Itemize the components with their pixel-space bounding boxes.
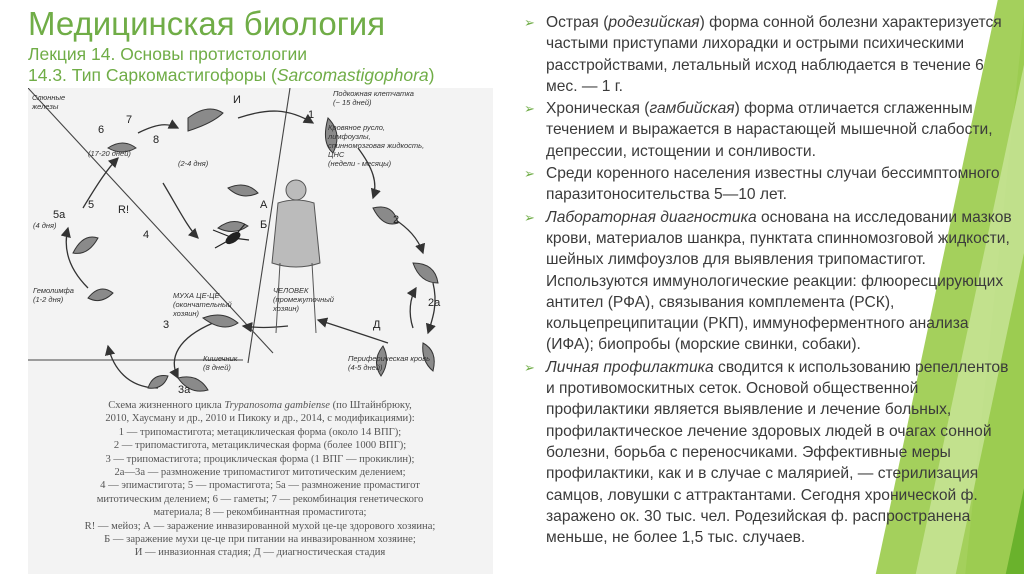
label-salivary: Слюнные железы <box>32 93 66 111</box>
marker-B: Б <box>260 219 268 231</box>
title-main: Медицинская биология <box>28 5 386 42</box>
label-gut: Кишечник (8 дней) <box>203 354 238 372</box>
bullet-arrow-icon: ➢ <box>524 166 535 182</box>
caption-line: материала; 8 — рекомбинантная промастигота; <box>153 507 367 519</box>
caption-line: 2а—3а — размножение трипомастигот митотическим делением; <box>114 467 406 479</box>
label-periph: Периферическая кровь (4-5 дней) <box>348 354 431 372</box>
stage-3: 3 <box>163 319 170 331</box>
bullet-list <box>522 12 1014 549</box>
stage-5: 5 <box>88 199 95 211</box>
divider-lines <box>28 88 290 363</box>
label-days-17-20: (17-20 дней) <box>88 149 131 158</box>
caption-line: Схема жизненного цикла Trypanosoma gambiense (по Штайнбрюку, <box>108 400 412 411</box>
label-human: ЧЕЛОВЕК (промежуточный хозяин) <box>273 286 334 313</box>
bullet-arrow-icon: ➢ <box>524 359 535 375</box>
label-fly: МУХА ЦЕ-ЦЕ (окончательный хозяин) <box>173 291 232 318</box>
slide-title <box>28 4 518 86</box>
stage-4: 4 <box>143 229 150 241</box>
marker-I: И <box>233 94 241 106</box>
bullet-arrow-icon: ➢ <box>524 15 535 30</box>
title-lecture: Лекция 14. Основы протистологии <box>28 44 308 64</box>
stage-2: 2 <box>393 214 400 226</box>
stage-R: R! <box>118 204 129 216</box>
title-section-latin: Sarcomastigophora <box>276 65 429 85</box>
caption-line: 4 — эпимастигота; 5 — промастигота; 5а — размножение промастигот <box>100 480 420 492</box>
stage-2a: 2а <box>428 297 441 309</box>
caption-line: 2 — трипомастигота, метациклическая форма (более 1000 ВПГ); <box>113 440 407 452</box>
stage-6: 6 <box>98 124 105 136</box>
bullet-item: ➢ Личная профилактика сводится к использованию репеллентов и противомоскитных сеток. Основой общественной профилактики является выявление и лечение больных, профилактическое лечение здоровых людей в очагах сонной болезни, борьба с переносчиками. Эффективные меры профилактики, как и в случае с малярией, — стерилизация самцов, ловушки с аттрактантами. Сегодня хронической ф. заражено ок. 30 тыс. чел. Родезийская ф. распространена меньше, не более 1,5 тыс. случаев. <box>524 358 1009 547</box>
bullet-arrow-icon: ➢ <box>524 209 535 225</box>
figure-caption <box>40 399 480 560</box>
stage-1: 1 <box>308 109 315 121</box>
label-days-4: (4 дня) <box>33 221 57 230</box>
label-hemolymph: Гемолимфа (1-2 дня) <box>33 286 74 304</box>
bullet-item: ➢ Лабораторная диагностика основана на исследовании мазков крови, материалов шанкра, пунктата спинномозговой жидкости, шейных лимфоузлов для выявления трипомастигот. Используются иммунологические реакции: флюоресцирующих антител (РФА), связывания комплемента (РСК), кольцепреципитации (РКП), иммуноферментного анализа (ИФА); биопробы (морские свинки, собаки). <box>524 208 1012 354</box>
marker-A: А <box>260 199 268 211</box>
caption-line: 2010, Хаусману и др., 2010 и Пикоку и др., 2014, с модификациями): <box>105 413 415 425</box>
bullet-arrow-icon: ➢ <box>524 101 535 117</box>
lifecycle-diagram <box>28 88 493 398</box>
caption-line: Б — заражение мухи це-це при питании на инвазированном хозяине; <box>104 534 416 546</box>
caption-line: 3 — трипомастигота; проциклическая форма (1 ВПГ — прокиклин); <box>105 453 415 465</box>
label-subcutaneous: Подкожная клетчатка (~ 15 дней) <box>333 89 414 107</box>
bullet-item: ➢ Среди коренного населения известны случаи бессимптомного паразитоносительства 5—10 лет. <box>524 165 1000 204</box>
bullet-item: ➢ Хроническая (гамбийская) форма отличается сглаженным течением и выражается в нарастающей мышечной слабости, депрессии, истощении и сонливости. <box>524 100 993 160</box>
label-days-2-4: (2-4 дня) <box>178 159 209 168</box>
caption-line: R! — мейоз; А — заражение инвазированной мухой це-це здорового хозяина; <box>84 520 436 532</box>
marker-D: Д <box>373 319 381 331</box>
stage-5a: 5а <box>53 209 66 221</box>
caption-line: И — инвазионная стадия; Д — диагностическая стадия <box>134 547 386 559</box>
stage-7: 7 <box>126 114 133 126</box>
stage-8: 8 <box>153 134 160 146</box>
title-section: 14.3. Тип Саркомастигофоры (Sarcomastigophora) <box>28 65 435 85</box>
bullet-item: ➢ Острая (родезийская) форма сонной болезни характеризуется частыми приступами лихорадки и острыми психическими расстройствами, летальный исход наблюдается в течение 6 мес. — 1 г. <box>524 14 1002 95</box>
stage-3a: 3а <box>178 384 191 396</box>
caption-line: митотическим делением; 6 — гаметы; 7 — рекомбинация генетического <box>96 493 424 505</box>
label-blood: Кровяное русло, лимфоузлы, спинномозговая жидкость, ЦНС (недели - месяцы) <box>328 123 425 168</box>
caption-line: 1 — трипомастигота; метациклическая форма (около 14 ВПГ); <box>118 426 402 438</box>
